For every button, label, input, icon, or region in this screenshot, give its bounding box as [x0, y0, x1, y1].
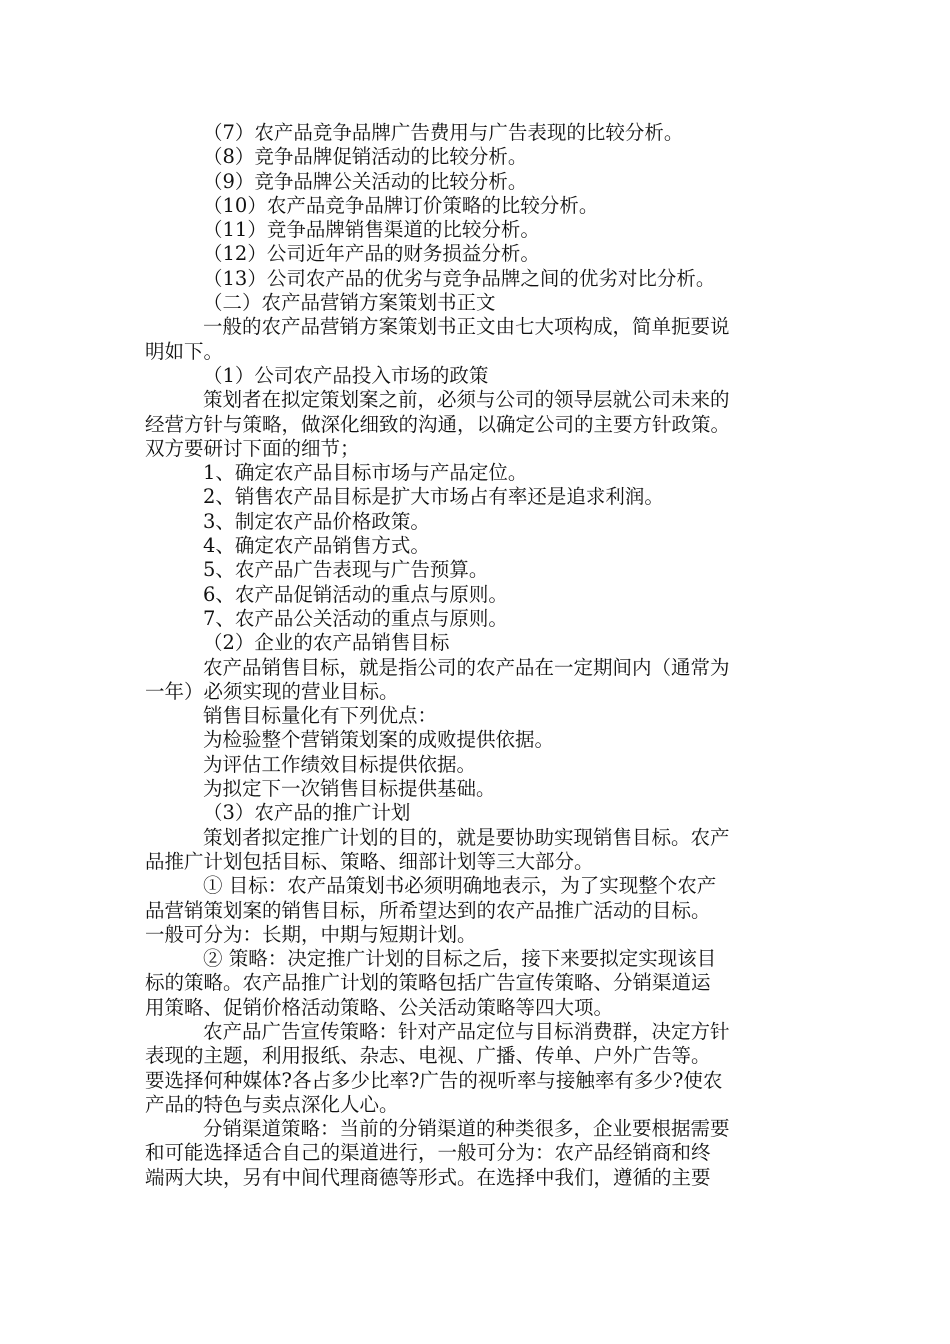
text-line: 一般的农产品营销方案策划书正文由七大项构成，简单扼要说: [203, 315, 730, 339]
text-line: 5、农产品广告表现与广告预算。: [203, 558, 489, 582]
text-line: 7、农产品公关活动的重点与原则。: [203, 606, 508, 630]
text-line: 农产品销售目标，就是指公司的农产品在一定期间内（通常为: [203, 655, 730, 679]
text-line: 经营方针与策略，做深化细致的沟通，以确定公司的主要方针政策。: [145, 412, 731, 436]
text-line: 一年）必须实现的营业目标。: [145, 679, 399, 703]
text-line: 用策略、促销价格活动策略、公关活动策略等四大项。: [145, 995, 614, 1019]
text-line: ① 目标：农产品策划书必须明确地表示，为了实现整个农产: [203, 874, 717, 898]
text-line: 为拟定下一次销售目标提供基础。: [203, 777, 496, 801]
text-line: 和可能选择适合自己的渠道进行，一般可分为：农产品经销商和终: [145, 1141, 711, 1165]
text-line: （7）农产品竞争品牌广告费用与广告表现的比较分析。: [203, 121, 684, 144]
text-line: 品推广计划包括目标、策略、细部计划等三大部分。: [145, 849, 594, 873]
text-line: 为检验整个营销策划案的成败提供依据。: [203, 728, 555, 752]
text-line: 3、制定农产品价格政策。: [203, 509, 430, 533]
text-line: 4、确定农产品销售方式。: [203, 534, 430, 558]
text-line: 农产品广告宣传策略：针对产品定位与目标消费群，决定方针: [203, 1019, 730, 1043]
text-line: （1）公司农产品投入市场的政策: [203, 363, 489, 387]
text-line: （10）农产品竞争品牌订价策略的比较分析。: [203, 193, 599, 217]
text-line: 策划者拟定推广计划的目的，就是要协助实现销售目标。农产: [203, 825, 730, 849]
text-line: ② 策略：决定推广计划的目标之后，接下来要拟定实现该目: [203, 947, 717, 971]
text-line: 6、农产品促销活动的重点与原则。: [203, 582, 508, 606]
text-line: （13）公司农产品的优劣与竞争品牌之间的优劣对比分析。: [203, 266, 716, 290]
text-line: 端两大块，另有中间代理商德等形式。在选择中我们，遵循的主要: [145, 1165, 711, 1189]
text-line: 双方要研讨下面的细节；: [145, 436, 360, 460]
text-line: 为评估工作绩效目标提供依据。: [203, 752, 477, 776]
text-line: 产品的特色与卖点深化人心。: [145, 1092, 399, 1116]
text-line: （2）企业的农产品销售目标: [203, 631, 450, 655]
text-line: 策划者在拟定策划案之前，必须与公司的领导层就公司未来的: [203, 388, 730, 412]
document-body: [145, 121, 810, 1190]
text-line: 要选择何种媒体?各占多少比率?广告的视听率与接触率有多少?使农: [145, 1068, 723, 1092]
text-line: （3）农产品的推广计划: [203, 801, 411, 825]
text-line: 一般可分为：长期，中期与短期计划。: [145, 922, 477, 946]
text-line: 表现的主题，利用报纸、杂志、电视、广播、传单、户外广告等。: [145, 1044, 711, 1068]
text-line: 销售目标量化有下列优点：: [203, 704, 438, 728]
text-line: 明如下。: [145, 339, 224, 363]
text-line: （8）竞争品牌促销活动的比较分析。: [203, 145, 528, 169]
text-line: （11）竞争品牌销售渠道的比较分析。: [203, 218, 540, 242]
text-line: （二）农产品营销方案策划书正文: [203, 291, 496, 315]
text-line: （12）公司近年产品的财务损益分析。: [203, 242, 540, 266]
text-line: 分销渠道策略：当前的分销渠道的种类很多，企业要根据需要: [203, 1117, 730, 1141]
text-line: （9）竞争品牌公关活动的比较分析。: [203, 169, 528, 193]
text-line: 1、确定农产品目标市场与产品定位。: [203, 461, 528, 485]
text-line: 2、销售农产品目标是扩大市场占有率还是追求利润。: [203, 485, 664, 509]
text-line: 标的策略。农产品推广计划的策略包括广告宣传策略、分销渠道运: [145, 971, 711, 995]
text-line: 品营销策划案的销售目标，所希望达到的农产品推广活动的目标。: [145, 898, 711, 922]
